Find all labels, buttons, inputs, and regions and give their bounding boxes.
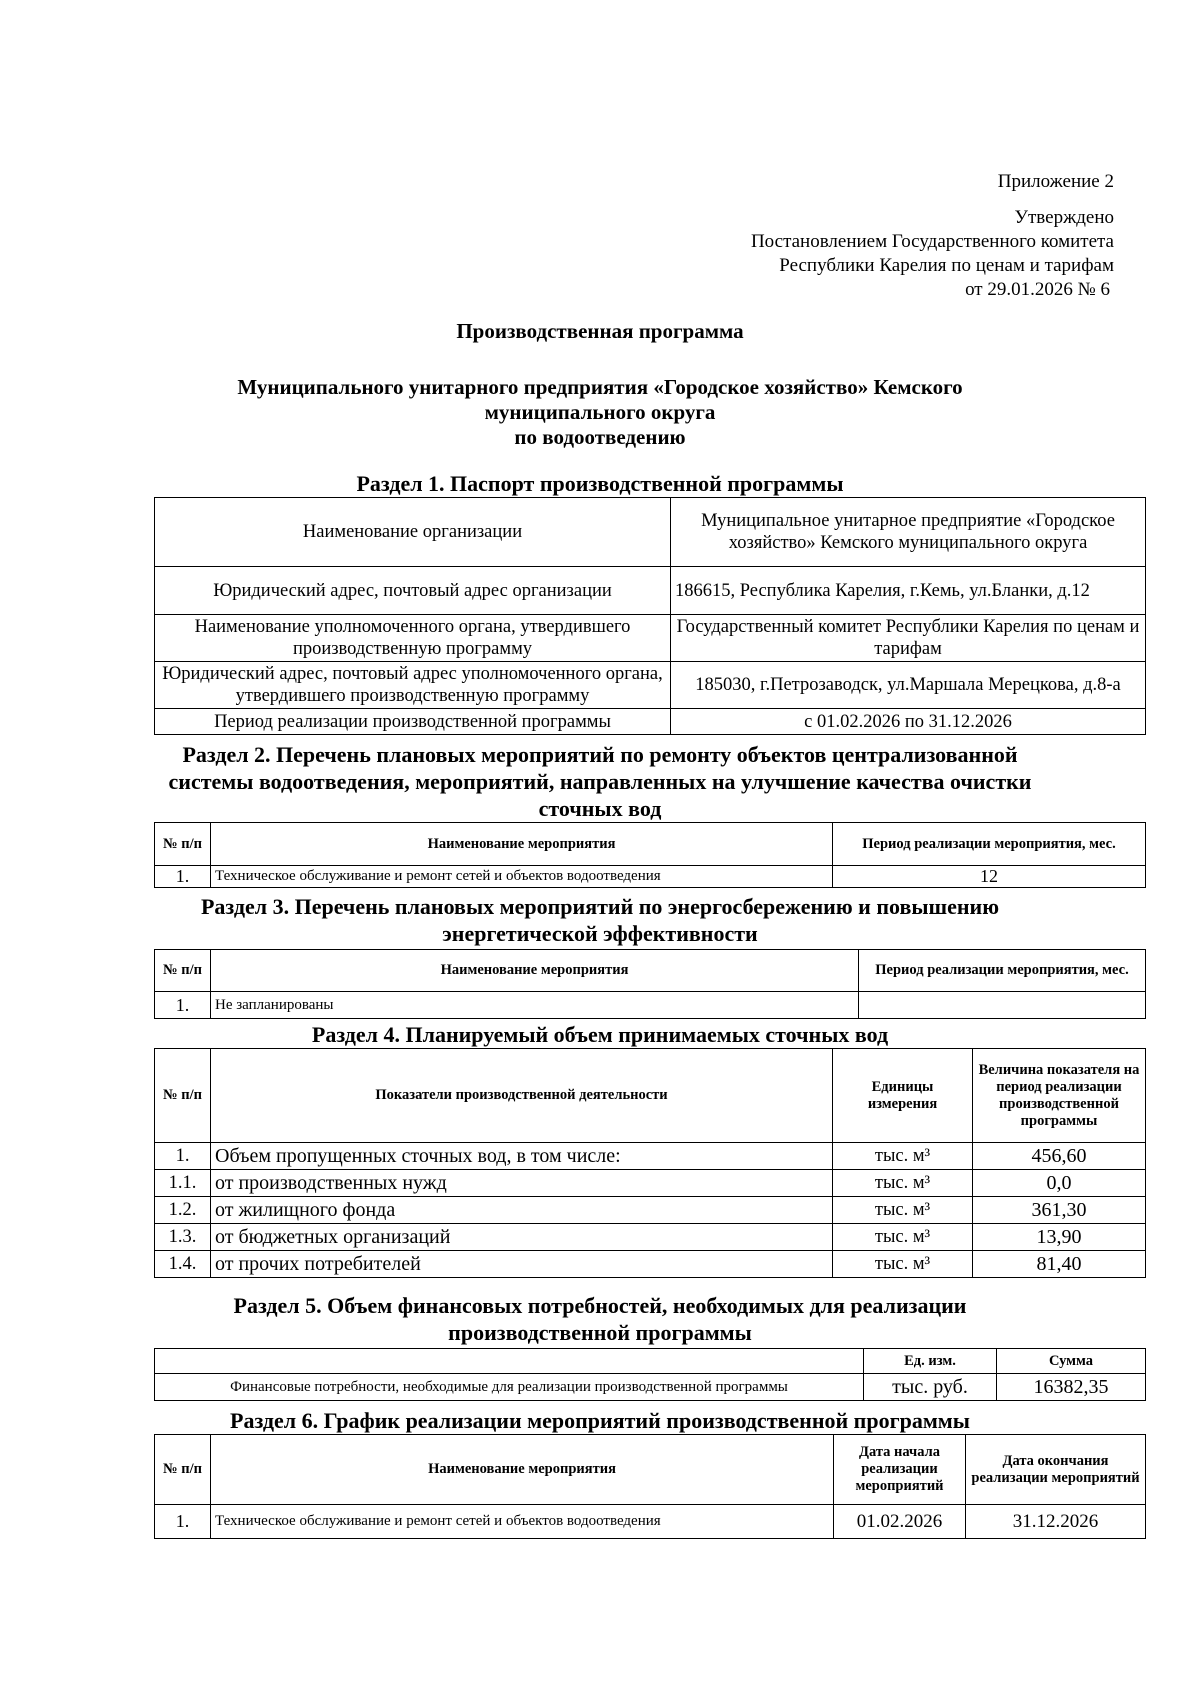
passport-value: 186615, Республика Карелия, г.Кемь, ул.Бланки, д.12 (671, 567, 1146, 615)
col-sum-header: Сумма (997, 1349, 1146, 1374)
row-name: Финансовые потребности, необходимые для реализации производственной программы (155, 1374, 864, 1401)
col-start-header: Дата начала реализации мероприятий (834, 1435, 966, 1505)
row-num: 1. (155, 1143, 211, 1170)
col-period-header: Период реализации мероприятия, мес. (833, 823, 1146, 866)
table-row (155, 615, 1146, 662)
passport-label: Наименование уполномоченного органа, утвердившего производственную программу (155, 615, 671, 662)
repair-measures-table (154, 822, 1146, 888)
passport-value: с 01.02.2026 по 31.12.2026 (671, 709, 1146, 735)
section-5-title-line-1: Раздел 5. Объем финансовых потребностей, необходимых для реализации (233, 1293, 967, 1318)
section-2-title-line-1: Раздел 2. Перечень плановых мероприятий по ремонту объектов централизованной (182, 742, 1018, 767)
row-unit: тыс. м³ (833, 1251, 973, 1278)
row-num: 1.2. (155, 1197, 211, 1224)
row-indicator: Объем пропущенных сточных вод, в том числе: (211, 1143, 833, 1170)
org-title-line-2: муниципального округа (484, 400, 716, 424)
col-unit-header: Ед. изм. (864, 1349, 997, 1374)
table-header-row (155, 1435, 1146, 1505)
row-num: 1. (155, 866, 211, 888)
row-name: Не запланированы (211, 992, 859, 1019)
approval-line-1: Постановлением Государственного комитета (750, 231, 1114, 252)
row-value: 361,30 (973, 1197, 1146, 1224)
col-value-header: Величина показателя на период реализации производственной программы (973, 1049, 1146, 1143)
col-indicator-header: Показатели производственной деятельности (211, 1049, 833, 1143)
section-3-title-line-1: Раздел 3. Перечень плановых мероприятий по энергосбережению и повышению (200, 894, 1000, 919)
col-num-header: № п/п (155, 1435, 211, 1505)
row-period: 12 (833, 866, 1146, 888)
table-row (155, 1224, 1146, 1251)
row-num: 1. (155, 1505, 211, 1539)
table-row (155, 1251, 1146, 1278)
financial-needs-table (154, 1348, 1146, 1401)
empty-header-cell (155, 1349, 864, 1374)
col-num-header: № п/п (155, 823, 211, 866)
row-name: Техническое обслуживание и ремонт сетей и объектов водоотведения (211, 866, 833, 888)
section-4-title: Раздел 4. Планируемый объем принимаемых сточных вод (311, 1022, 889, 1047)
approved-label: Утверждено (1014, 207, 1114, 228)
row-unit: тыс. м³ (833, 1143, 973, 1170)
row-unit: тыс. м³ (833, 1197, 973, 1224)
table-header-row (155, 950, 1146, 992)
approval-line-2: Республики Карелия по ценам и тарифам (779, 255, 1114, 276)
row-indicator: от прочих потребителей (211, 1251, 833, 1278)
row-unit: тыс. м³ (833, 1224, 973, 1251)
passport-label: Наименование организации (155, 498, 671, 567)
row-end-date: 31.12.2026 (966, 1505, 1146, 1539)
col-end-header: Дата окончания реализации мероприятий (966, 1435, 1146, 1505)
row-name: Техническое обслуживание и ремонт сетей и объектов водоотведения (211, 1505, 834, 1539)
table-row (155, 1143, 1146, 1170)
table-row (155, 1170, 1146, 1197)
wastewater-volume-table (154, 1048, 1146, 1278)
section-3-title-line-2: энергетической эффективности (442, 921, 758, 946)
table-row (155, 709, 1146, 735)
row-unit: тыс. м³ (833, 1170, 973, 1197)
col-name-header: Наименование мероприятия (211, 950, 859, 992)
org-title-line-1: Муниципального унитарного предприятия «Городское хозяйство» Кемского (237, 375, 963, 399)
row-indicator: от бюджетных организаций (211, 1224, 833, 1251)
section-5-title-line-2: производственной программы (448, 1320, 752, 1345)
row-value: 0,0 (973, 1170, 1146, 1197)
row-period (859, 992, 1146, 1019)
passport-value: Муниципальное унитарное предприятие «Городское хозяйство» Кемского муниципального округа (671, 498, 1146, 567)
row-value: 13,90 (973, 1224, 1146, 1251)
col-num-header: № п/п (155, 1049, 211, 1143)
section-6-title: Раздел 6. График реализации мероприятий производственной программы (230, 1408, 970, 1433)
appendix-label: Приложение 2 (997, 171, 1114, 192)
passport-label: Юридический адрес, почтовый адрес организации (155, 567, 671, 615)
energy-measures-table (154, 949, 1146, 1019)
table-row (155, 866, 1146, 888)
col-name-header: Наименование мероприятия (211, 1435, 834, 1505)
col-num-header: № п/п (155, 950, 211, 992)
row-sum: 16382,35 (997, 1374, 1146, 1401)
row-num: 1. (155, 992, 211, 1019)
passport-value: 185030, г.Петрозаводск, ул.Маршала Мерецкова, д.8-а (671, 662, 1146, 709)
section-2-title-line-2: системы водоотведения, мероприятий, направленных на улучшение качества очистки (168, 769, 1032, 794)
table-header-row (155, 1349, 1146, 1374)
schedule-table (154, 1434, 1146, 1539)
row-unit: тыс. руб. (864, 1374, 997, 1401)
document-title: Производственная программа (456, 319, 744, 343)
col-unit-header: Единицы измерения (833, 1049, 973, 1143)
col-period-header: Период реализации мероприятия, мес. (859, 950, 1146, 992)
table-row (155, 1505, 1146, 1539)
row-indicator: от производственных нужд (211, 1170, 833, 1197)
row-indicator: от жилищного фонда (211, 1197, 833, 1224)
table-header-row (155, 1049, 1146, 1143)
row-num: 1.3. (155, 1224, 211, 1251)
approval-line-3: от 29.01.2026 № 6 (965, 279, 1110, 300)
row-num: 1.4. (155, 1251, 211, 1278)
passport-table (154, 497, 1146, 735)
row-value: 81,40 (973, 1251, 1146, 1278)
row-num: 1.1. (155, 1170, 211, 1197)
passport-label: Период реализации производственной программы (155, 709, 671, 735)
passport-value: Государственный комитет Республики Карелия по ценам и тарифам (671, 615, 1146, 662)
section-1-title: Раздел 1. Паспорт производственной программы (356, 471, 844, 496)
table-row (155, 498, 1146, 567)
table-row (155, 567, 1146, 615)
section-2-title-line-3: сточных вод (538, 796, 662, 821)
table-row (155, 1374, 1146, 1401)
row-start-date: 01.02.2026 (834, 1505, 966, 1539)
table-row (155, 992, 1146, 1019)
passport-label: Юридический адрес, почтовый адрес уполномоченного органа, утвердившего производственную программу (155, 662, 671, 709)
org-title-line-3: по водоотведению (514, 425, 686, 449)
table-row (155, 1197, 1146, 1224)
row-value: 456,60 (973, 1143, 1146, 1170)
table-header-row (155, 823, 1146, 866)
col-name-header: Наименование мероприятия (211, 823, 833, 866)
approval-block (751, 170, 1114, 302)
table-row (155, 662, 1146, 709)
